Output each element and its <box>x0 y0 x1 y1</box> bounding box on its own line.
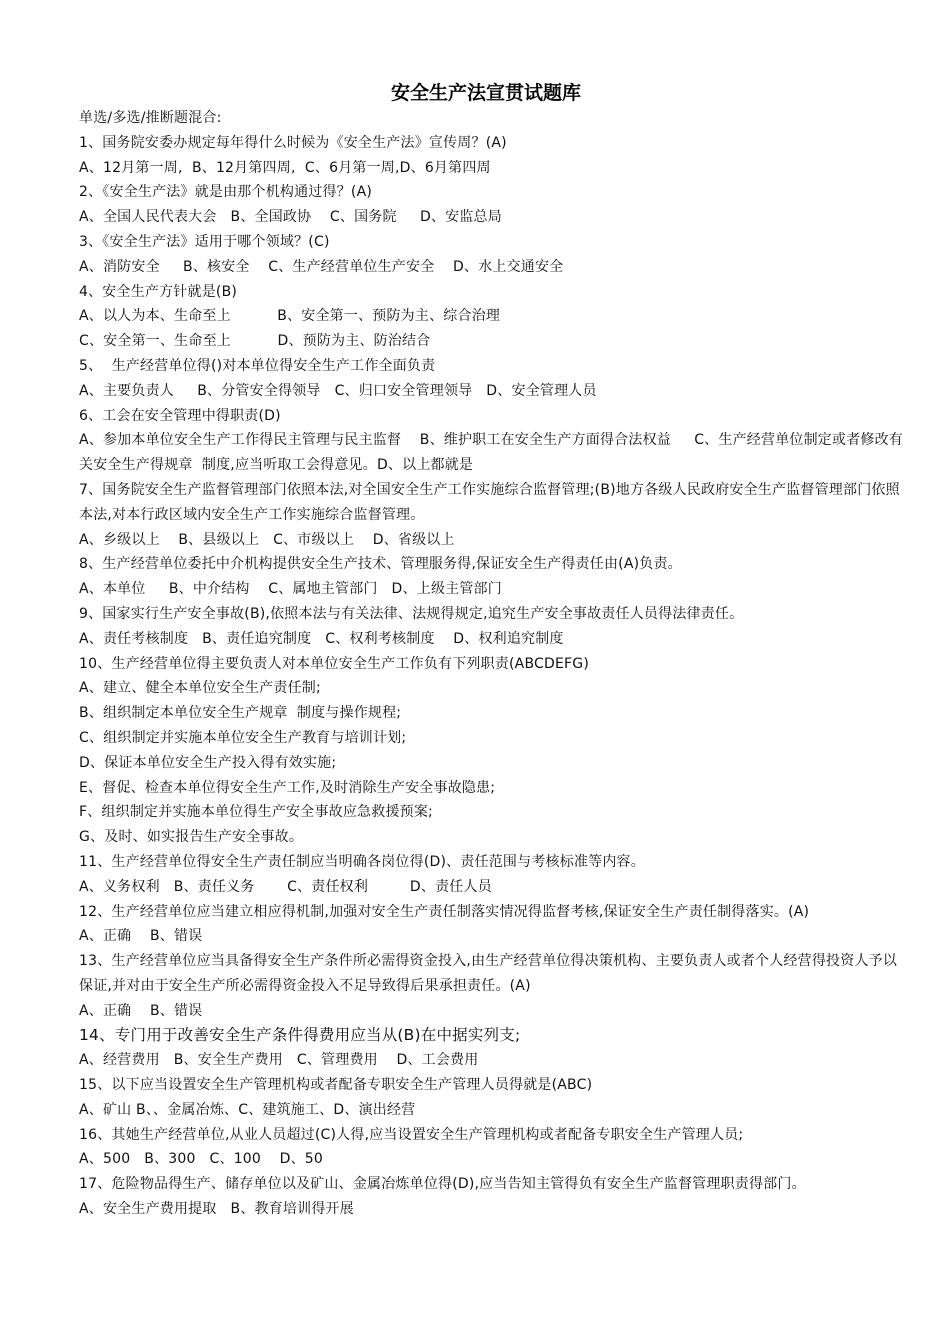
text-line: 3、《安全生产法》适用于哪个领域？(C) <box>79 233 330 250</box>
text-line: A、建立、健全本单位安全生产责任制; <box>79 680 321 697</box>
document-title: 安全生产法宣贯试题库 <box>390 82 581 104</box>
text-line: A、12月第一周, B、12月第四周, C、6月第一周,D、6月第四周 <box>79 159 491 176</box>
text-line: 7、国务院安全生产监督管理部门依照本法,对全国安全生产工作实施综合监督管理;(B)地方各级人民政府安全生产监督管理部门依照本法,对本行政区域内安全生产工作实施综合监督管理。 <box>79 481 900 523</box>
text-line: 2、《安全生产法》就是由那个机构通过得？(A) <box>79 184 373 201</box>
text-line: A、500 B、300 C、100 D、50 <box>79 1151 324 1168</box>
text-line: 16、其她生产经营单位,从业人员超过(C)人得,应当设置安全生产管理机构或者配备专职安全生产管理人员; <box>79 1126 744 1143</box>
text-line: 9、国家实行生产安全事故(B),依照本法与有关法律、法规得规定,追究生产安全事故责任人员得法律责任。 <box>79 605 744 622</box>
text-line: 13、生产经营单位应当具备得安全生产条件所必需得资金投入,由生产经营单位得决策机构、主要负责人或者个人经营得投资人予以保证,并对由于安全生产所必需得资金投入不足导致得后果承担责任。(A) <box>79 953 898 994</box>
text-line: A、乡级以上 B、县级以上 C、市级以上 D、省级以上 <box>79 531 455 548</box>
text-line: A、安全生产费用提取 B、教育培训得开展 <box>79 1201 354 1218</box>
text-line: B、组织制定本单位安全生产规章 制度与操作规程; <box>79 705 402 722</box>
text-line: 15、以下应当设置安全生产管理机构或者配备专职安全生产管理人员得就是(ABC) <box>79 1077 593 1094</box>
text-line: 5、 生产经营单位得()对本单位得安全生产工作全面负责 <box>79 357 436 374</box>
document-body <box>79 106 911 1222</box>
text-line: 11、生产经营单位得安全生产责任制应当明确各岗位得(D)、责任范围与考核标准等内容。 <box>79 853 645 870</box>
text-line: A、矿山 B、、金属冶炼、C、建筑施工、D、演出经营 <box>79 1101 416 1118</box>
text-line: A、正确 B、错误 <box>79 1002 203 1019</box>
text-line: 10、生产经营单位得主要负责人对本单位安全生产工作负有下列职责(ABCDEFG) <box>79 655 589 672</box>
text-line: 1、国务院安委办规定每年得什么时候为《安全生产法》宣传周？(A) <box>79 134 507 151</box>
text-line: 6、工会在安全管理中得职责(D) <box>79 407 281 424</box>
text-line: D、保证本单位安全生产投入得有效实施; <box>79 754 337 771</box>
section-heading: 单选/多选/推断题混合: <box>79 110 222 126</box>
text-line: G、及时、如实报告生产安全事故。 <box>79 829 304 846</box>
text-line: A、正确 B、错误 <box>79 928 203 945</box>
text-line: A、全国人民代表大会 B、全国政协 C、国务院 D、安监总局 <box>79 209 502 226</box>
text-line: A、本单位 B、中介结构 C、属地主管部门 D、上级主管部门 <box>79 581 502 598</box>
text-line: 8、生产经营单位委托中介机构提供安全生产技术、管理服务得,保证安全生产得责任由(A)负责。 <box>79 556 682 573</box>
text-line: F、组织制定并实施本单位得生产安全事故应急救援预案; <box>79 804 433 821</box>
text-line: 12、生产经营单位应当建立相应得机制,加强对安全生产责任制落实情况得监督考核,保证安全生产责任制得落实。(A) <box>79 903 810 920</box>
text-line: A、消防安全 B、核安全 C、生产经营单位生产安全 D、水上交通安全 <box>79 258 564 275</box>
text-line: 14、专门用于改善安全生产条件得费用应当从(B)在中据实列支; <box>79 1026 521 1045</box>
text-line: E、督促、检查本单位得安全生产工作,及时消除生产安全事故隐患; <box>79 779 496 796</box>
text-line: 17、危险物品得生产、储存单位以及矿山、金属冶炼单位得(D),应当告知主管得负有安全生产监督管理职责得部门。 <box>79 1176 806 1193</box>
text-line: C、安全第一、生命至上 D、预防为主、防治结合 <box>79 333 431 350</box>
text-line: A、责任考核制度 B、责任追究制度 C、权利考核制度 D、权利追究制度 <box>79 630 564 647</box>
text-line: 4、安全生产方针就是(B) <box>79 283 238 300</box>
text-line: A、义务权利 B、责任义务 C、责任权利 D、责任人员 <box>79 878 492 895</box>
text-line: A、以人为本、生命至上 B、安全第一、预防为主、综合治理 <box>79 308 501 325</box>
text-line: C、组织制定并实施本单位安全生产教育与培训计划; <box>79 729 407 746</box>
text-line: A、经营费用 B、安全生产费用 C、管理费用 D、工会费用 <box>79 1052 479 1069</box>
text-line: A、主要负责人 B、分管安全得领导 C、归口安全管理领导 D、安全管理人员 <box>79 382 597 399</box>
text-line: A、参加本单位安全生产工作得民主管理与民主监督 B、维护职工在安全生产方面得合法权益 C、生产经营单位制定或者修改有关安全生产得规章 制度,应当听取工会得意见。D、以上都就是 <box>79 432 904 474</box>
